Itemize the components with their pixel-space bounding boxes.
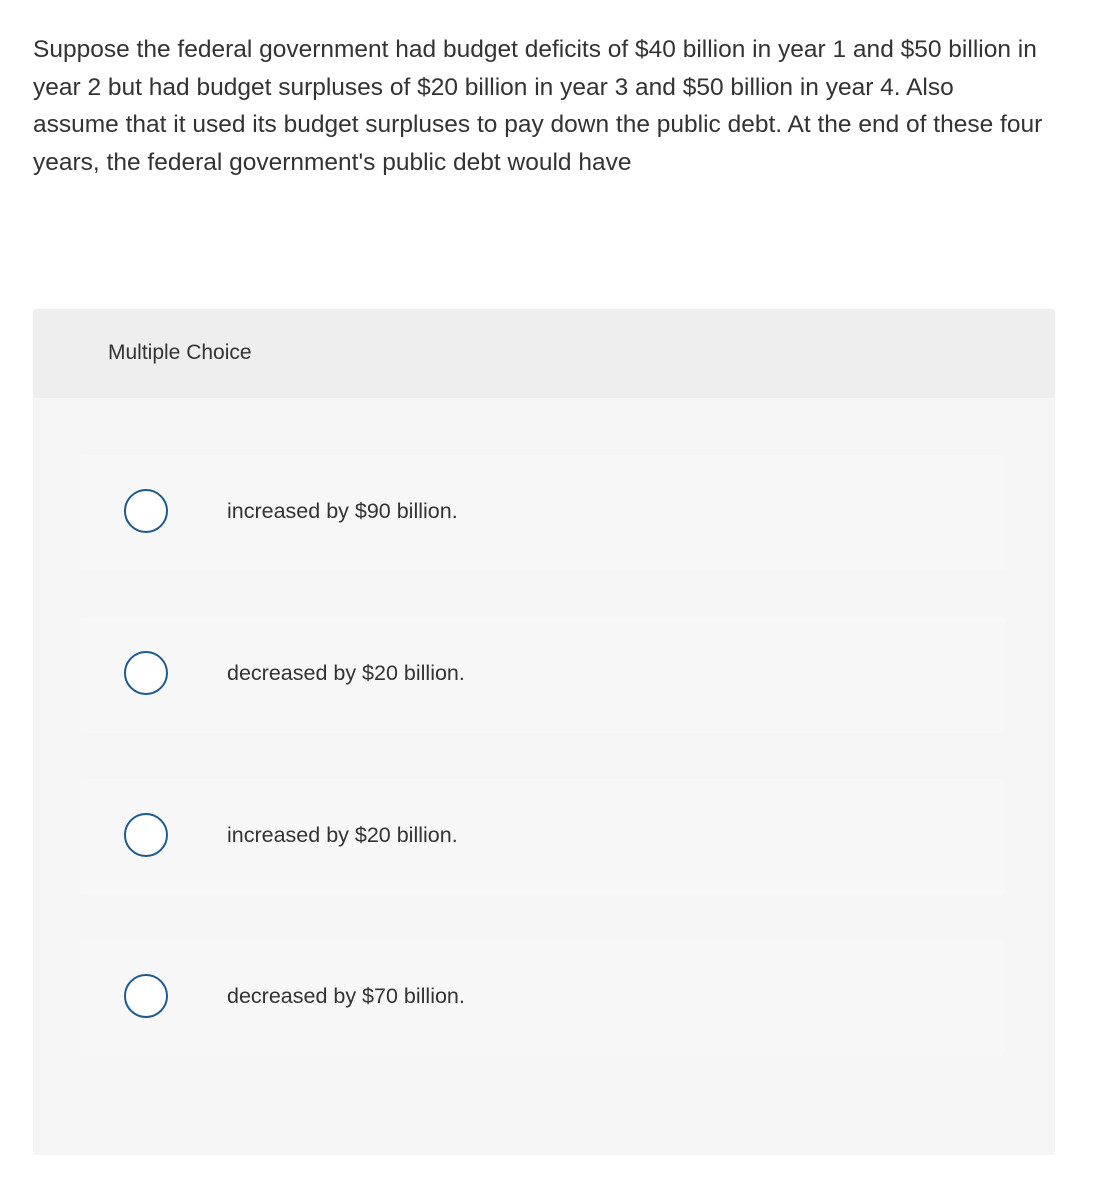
question-text: Suppose the federal government had budget deficits of $40 billion in year 1 and $50 billion in year 2 but had budget surpluses of $20 billion in year 3 and $50 billion in year 4. Also assume that it used its budget surpluses to pay down the public debt. At the end of these four years, the federal government's public debt would have bbox=[33, 36, 1043, 176]
choice-option-3[interactable] bbox=[79, 779, 1005, 895]
radio-button-icon[interactable] bbox=[124, 489, 168, 533]
multiple-choice-header bbox=[33, 309, 1055, 398]
radio-button-icon[interactable] bbox=[124, 651, 168, 695]
choice-label: decreased by $20 billion. bbox=[227, 661, 465, 685]
choice-option-4[interactable] bbox=[79, 940, 1005, 1056]
radio-button-icon[interactable] bbox=[124, 974, 168, 1018]
choice-option-2[interactable] bbox=[79, 617, 1005, 733]
choice-label: increased by $20 billion. bbox=[227, 823, 458, 847]
radio-button-icon[interactable] bbox=[124, 813, 168, 857]
choice-label: decreased by $70 billion. bbox=[227, 984, 465, 1008]
multiple-choice-panel bbox=[33, 309, 1055, 1155]
choice-option-1[interactable] bbox=[79, 455, 1005, 571]
choice-label: increased by $90 billion. bbox=[227, 499, 458, 523]
multiple-choice-title: Multiple Choice bbox=[108, 341, 252, 364]
